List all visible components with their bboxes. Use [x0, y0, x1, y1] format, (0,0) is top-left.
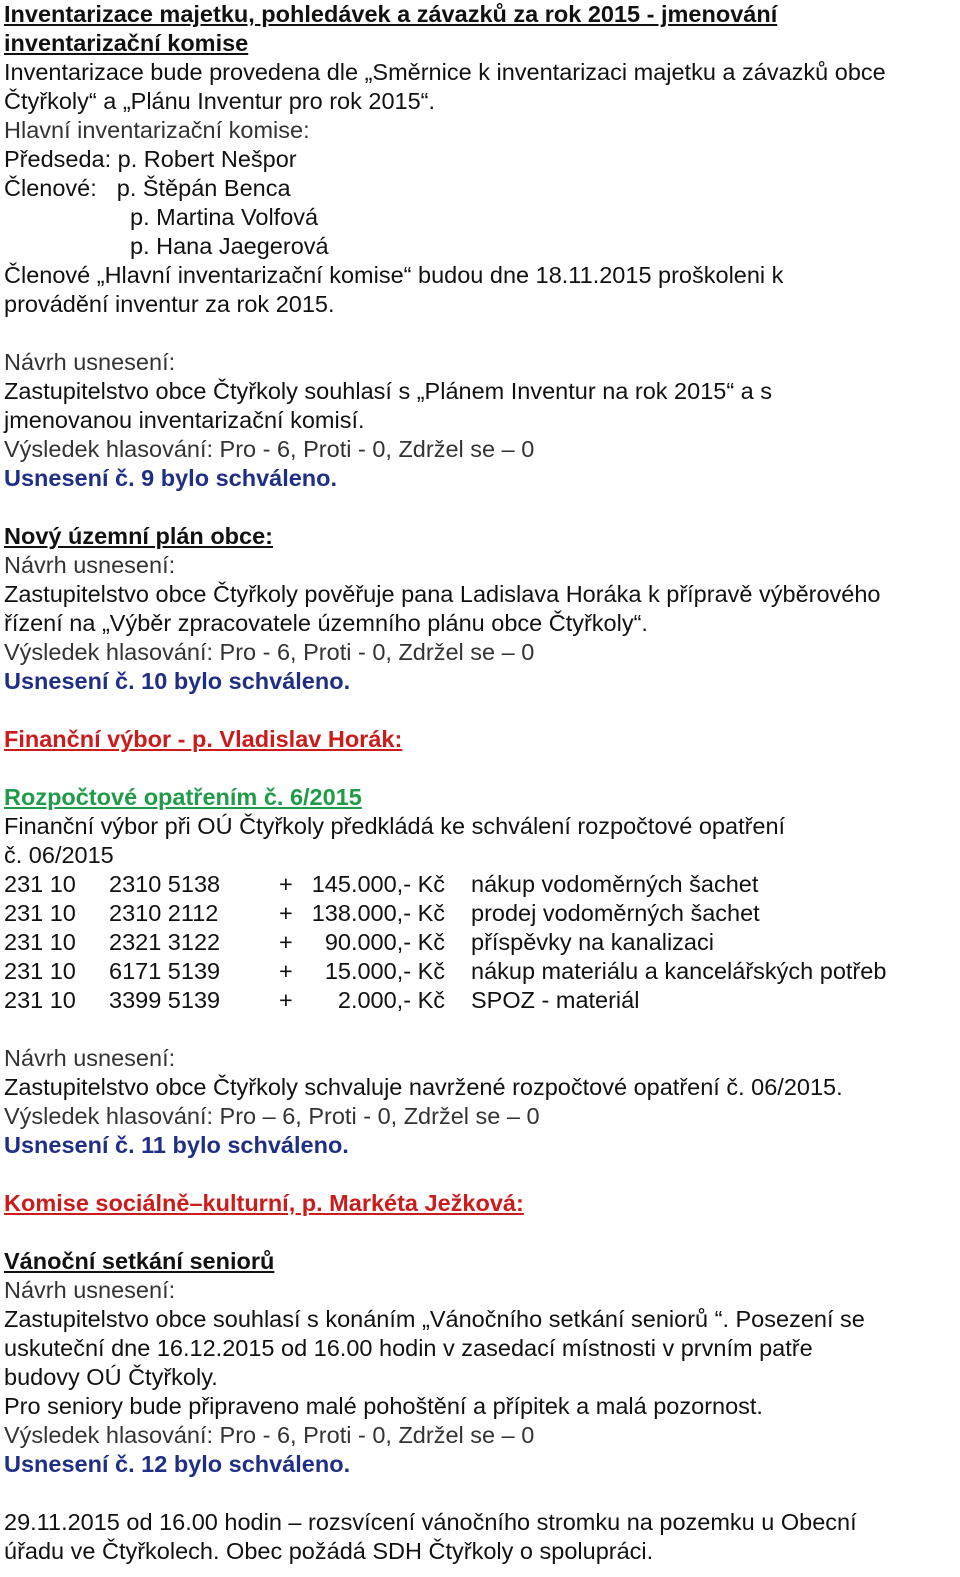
commission-members-row: [4, 174, 956, 203]
budget-item-sign: +: [279, 987, 293, 1013]
member-3: p. Hana Jaegerová: [130, 233, 329, 259]
budget-item-amount: 15.000,- Kč: [324, 958, 445, 984]
proposal-line1: Zastupitelstvo obce Čtyřkoly souhlasí s „Plánem Inventur na rok 2015“ a s: [4, 378, 773, 404]
budget-item-row: [4, 957, 956, 986]
budget-item-desc: prodej vodoměrných šachet: [471, 900, 760, 926]
christmas-seniors-heading: Vánoční setkání seniorů: [4, 1248, 275, 1274]
member-1: p. Štěpán Benca: [116, 175, 291, 201]
budget-item-col2: 2310 5138: [109, 871, 221, 897]
budget-item-sign: +: [279, 958, 293, 984]
vote-result: Výsledek hlasování: Pro – 6, Proti - 0, Zdržel se – 0: [4, 1103, 540, 1129]
budget-item-col2: 2310 2112: [109, 900, 219, 926]
proposal-line1: Zastupitelstvo obce Čtyřkoly pověřuje pana Ladislava Horáka k přípravě výběrového: [4, 581, 881, 607]
resolution-10: Usnesení č. 10 bylo schváleno.: [4, 668, 351, 694]
proposal-line2: uskuteční dne 16.12.2015 od 16.00 hodin v zasedací místnosti v prvním patře: [4, 1335, 813, 1361]
proposal-label: Návrh usnesení:: [4, 1045, 176, 1071]
budget-measure-heading: Rozpočtové opatřením č. 6/2015: [4, 784, 362, 810]
budget-item-amount: 90.000,- Kč: [324, 929, 445, 955]
inventory-text-line2: Čtyřkoly“ a „Plánu Inventur pro rok 2015“.: [4, 88, 436, 114]
training-line1: Členové „Hlavní inventarizační komise“ budou dne 18.11.2015 proškoleni k: [4, 262, 784, 288]
proposal-line3: budovy OÚ Čtyřkoly.: [4, 1364, 218, 1390]
inventory-heading-line2: inventarizační komise: [4, 30, 249, 56]
budget-item-row: [4, 928, 956, 957]
budget-item-col1: 231 10: [4, 958, 76, 984]
budget-item-amount: 138.000,- Kč: [311, 900, 445, 926]
member-2: p. Martina Volfová: [130, 204, 319, 230]
budget-item-row: [4, 870, 956, 899]
proposal-line2: jmenovanou inventarizační komisí.: [4, 407, 365, 433]
budget-item-col2: 6171 5139: [109, 958, 221, 984]
proposal-line2: řízení na „Výběr zpracovatele územního plánu obce Čtyřkoly“.: [4, 610, 648, 636]
proposal-line1: Zastupitelstvo obce souhlasí s konáním „Vánočního setkání seniorů “. Posezení se: [4, 1306, 865, 1332]
proposal-label: Návrh usnesení:: [4, 1277, 176, 1303]
resolution-9: Usnesení č. 9 bylo schváleno.: [4, 465, 338, 491]
vote-result: Výsledek hlasování: Pro - 6, Proti - 0, Zdržel se – 0: [4, 639, 535, 665]
budget-item-col2: 2321 3122: [109, 929, 221, 955]
closing-line1: 29.11.2015 od 16.00 hodin – rozsvícení vánočního stromku na pozemku u Obecní: [4, 1509, 857, 1535]
budget-item-desc: nákup vodoměrných šachet: [471, 871, 759, 897]
budget-item-amount: 2.000,- Kč: [337, 987, 445, 1013]
budget-item-desc: příspěvky na kanalizaci: [471, 929, 714, 955]
commission-chair: Předseda: p. Robert Nešpor: [4, 146, 297, 172]
vote-result: Výsledek hlasování: Pro - 6, Proti - 0, Zdržel se – 0: [4, 436, 535, 462]
members-label: Členové:: [4, 175, 97, 201]
budget-item-desc: SPOZ - materiál: [471, 987, 640, 1013]
finance-text-line2: č. 06/2015: [4, 842, 114, 868]
proposal-line1: Zastupitelstvo obce Čtyřkoly schvaluje navržené rozpočtové opatření č. 06/2015.: [4, 1074, 843, 1100]
budget-item-col1: 231 10: [4, 929, 76, 955]
commission-label: Hlavní inventarizační komise:: [4, 117, 310, 143]
finance-heading: Finanční výbor - p. Vladislav Horák:: [4, 726, 403, 752]
proposal-line4: Pro seniory bude připraveno malé pohoštění a přípitek a malá pozornost.: [4, 1393, 763, 1419]
resolution-11: Usnesení č. 11 bylo schváleno.: [4, 1132, 349, 1158]
resolution-12: Usnesení č. 12 bylo schváleno.: [4, 1451, 351, 1477]
inventory-text-line1: Inventarizace bude provedena dle „Směrnice k inventarizaci majetku a závazků obce: [4, 59, 886, 85]
finance-text-line1: Finanční výbor při OÚ Čtyřkoly předkládá ke schválení rozpočtové opatření: [4, 813, 786, 839]
vote-result: Výsledek hlasování: Pro - 6, Proti - 0, Zdržel se – 0: [4, 1422, 535, 1448]
proposal-label: Návrh usnesení:: [4, 552, 176, 578]
inventory-heading-line1: Inventarizace majetku, pohledávek a závazků za rok 2015 - jmenování: [4, 1, 778, 27]
proposal-label: Návrh usnesení:: [4, 349, 176, 375]
budget-item-row: [4, 986, 956, 1015]
budget-item-amount: 145.000,- Kč: [311, 871, 445, 897]
budget-item-col1: 231 10: [4, 900, 76, 926]
budget-item-sign: +: [279, 900, 293, 926]
social-committee-heading: Komise sociálně–kulturní, p. Markéta Ježková:: [4, 1190, 524, 1216]
plan-heading: Nový územní plán obce:: [4, 523, 273, 549]
closing-line2: úřadu ve Čtyřkolech. Obec požádá SDH Čtyřkoly o spolupráci.: [4, 1538, 654, 1564]
budget-item-desc: nákup materiálu a kancelářských potřeb: [471, 958, 887, 984]
budget-item-col1: 231 10: [4, 871, 76, 897]
budget-item-col1: 231 10: [4, 987, 76, 1013]
budget-item-sign: +: [279, 871, 293, 897]
training-line2: provádění inventur za rok 2015.: [4, 291, 335, 317]
budget-item-sign: +: [279, 929, 293, 955]
budget-item-col2: 3399 5139: [109, 987, 221, 1013]
budget-item-row: [4, 899, 956, 928]
